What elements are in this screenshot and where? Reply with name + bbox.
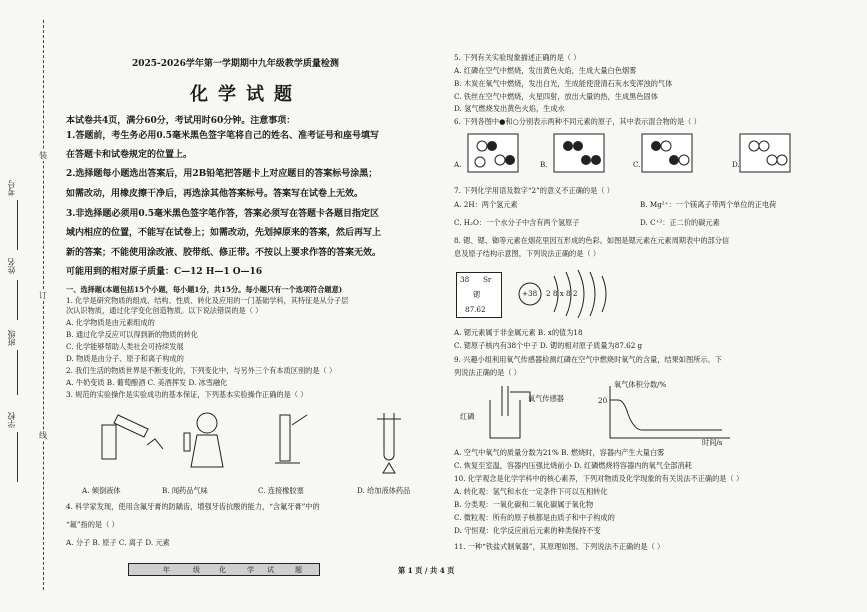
question-line: 5. 下列有关实验现象描述正确的是（ ） [454, 53, 581, 62]
binding-dashed-line [43, 20, 44, 590]
notice-line: 在答题卡和试卷规定的位置上。 [66, 150, 193, 160]
option-line: D. C⁺²：正二价的碳元素 [640, 218, 720, 227]
question-line: 1. 化学是研究物质的组成、结构、性质、转化及应用的一门基础学科，其特征是从分子层 [66, 296, 349, 305]
axis-tick: 20 [598, 396, 608, 405]
notice-intro: 本试卷共4页，满分60分，考试用时60分钟。注意事项： [66, 116, 296, 126]
fill-line [17, 432, 18, 482]
option-line: A. 分子 B. 原子 C. 离子 D. 元素 [66, 538, 170, 547]
question-line: “氟”指的是（ ） [66, 520, 119, 529]
fill-line [17, 280, 18, 320]
band-text: 试 [267, 566, 274, 574]
axis-label: 时间/s [702, 438, 723, 447]
lab-operations-figure [92, 405, 432, 477]
option-line: C. 微粒观：所有的原子核都是由质子和中子构成的 [454, 513, 615, 522]
notice-line: 域内相应的位置，不能写在试卷上；如需改动，先划掉原来的答案，然后再写上 [66, 228, 382, 238]
section-heading: 一、选择题(本题包括15个小题，每小题1分，共15分。每小题只有一个选项符合题意) [66, 285, 343, 294]
option-label: A. [454, 160, 462, 169]
question-line: 7. 下列化学用语及数字“2”的意义不正确的是（ ） [454, 186, 614, 195]
figure-label: 氧气传感器 [528, 394, 564, 403]
binding-field-school: 学校 [7, 412, 16, 428]
option-line: C. 铁丝在空气中燃烧，火星四射，放出大量的热，生成黑色固体 [454, 92, 658, 101]
particle-diagrams [464, 132, 844, 174]
notice-line: 可能用到的相对原子质量：C—12 H—1 O—16 [66, 267, 263, 277]
option-line: A. 牛奶变质 B. 葡萄酿酒 C. 美酒挥发 D. 冰雪融化 [66, 378, 228, 387]
option-line: A. 2H：两个氢元素 [454, 200, 518, 209]
figure-caption: C. 连接橡胶塞 [258, 486, 304, 495]
band-text: 年 [163, 566, 170, 574]
binding-mark: 装 [39, 151, 47, 160]
question-line: 3. 规范的实验操作是实验成功的基本保证，下列基本实验操作正确的是（ ） [66, 390, 308, 399]
axis-label: 氧气体积分数/% [614, 380, 667, 389]
notice-line: 如需改动，用橡皮擦干净后，再选涂其他答案标号。答案写在试卷上无效。 [66, 189, 364, 199]
question-line: 9. 兴趣小组利用氧气传感器检测红磷在空气中燃烧时氧气的含量，结果如图所示。下 [454, 355, 722, 364]
band-text: 学 [247, 566, 254, 574]
question-line: 列说法正确的是（ ） [454, 368, 521, 377]
figure-caption: A. 倾倒液体 [82, 486, 121, 495]
fill-line [17, 200, 18, 250]
figure-label: 红磷 [460, 412, 475, 421]
question-line: 6. 下列各图中●和○分别表示两种不同元素的原子，其中表示混合物的是（ ） [454, 117, 701, 126]
binding-mark: 线 [39, 431, 47, 440]
element-name: 锶 [473, 290, 481, 299]
option-line: C. 恢复至室温，容器内压强比烧前小 D. 红磷燃烧将容器内的氧气全部消耗 [454, 461, 692, 470]
question-line: 次认识物质，通过化学变化创造物质。以下说法错误的是（ ） [66, 306, 263, 315]
notice-line: 2.选择题每小题选出答案后，用2B铅笔把答题卡上对应题目的答案标号涂黑； [66, 169, 378, 179]
binding-mark: 订 [39, 291, 47, 300]
option-line: B. 分类观：一氧化碳和二氧化碳属于氧化物 [454, 500, 594, 509]
binding-field-name: 姓名 [7, 258, 16, 274]
option-line: A. 锶元素属于非金属元素 B. x的值为18 [454, 328, 583, 337]
option-line: C. 化学能够帮助人类社会可持续发展 [66, 342, 184, 351]
option-line: A. 转化观：氢气和水在一定条件下可以互相转化 [454, 487, 608, 496]
option-line: D. 物质是由分子、原子和离子构成的 [66, 354, 184, 363]
option-line: C. 锶原子核内有38个中子 D. 锶的相对原子质量为87.62 g [454, 341, 643, 350]
option-label: C. [633, 160, 641, 169]
exam-title: 2025-2026学年第一学期期中九年级教学质量检测 [132, 59, 339, 69]
option-line: B. 木炭在氧气中燃烧，发出白光，生成能使澄清石灰水变浑浊的气体 [454, 79, 673, 88]
option-line: B. Mg²⁺：一个镁离子带两个单位的正电荷 [640, 200, 777, 209]
binding-field-exam-number: 考号 [7, 180, 16, 196]
electron-shells: 2 8 x 8 2 [546, 289, 578, 298]
element-card [456, 272, 502, 318]
element-symbol: Sr [483, 275, 492, 284]
nucleus-charge: +38 [522, 289, 538, 298]
oxygen-sensor-figure [460, 380, 820, 446]
notice-line: 3.非选择题必须用0.5毫米黑色签字笔作答，答案必须写在答题卡各题目指定区 [66, 209, 380, 219]
binding-margin [0, 0, 60, 612]
option-line: B. 通过化学反应可以得到新的物质的转化 [66, 330, 199, 339]
fill-line [17, 350, 18, 395]
question-line: 2. 我们生活的物质世界是不断变化的，下列变化中，与另外三个有本质区别的是（ ） [66, 366, 337, 375]
option-label: B. [540, 160, 548, 169]
atomic-number: 38 [460, 275, 470, 284]
question-line: 11. 一种“铁盐式制氧器”，其原理如图。下列说法不正确的是（ ） [454, 542, 665, 551]
option-line: A. 空气中氧气的质量分数为21% B. 燃烧时，容器内产生大量白雾 [454, 448, 665, 457]
page-number: 第 1 页 / 共 4 页 [398, 566, 455, 575]
option-label: D. [732, 160, 740, 169]
band-text: 级 [193, 566, 200, 574]
notice-line: 1.答题前，考生务必用0.5毫米黑色签字笔将自己的姓名、准考证号和座号填写 [66, 131, 380, 141]
binding-field-class: 班级 [7, 330, 16, 346]
option-line: A. 红磷在空气中燃烧，发出黄色火焰，生成大量白色烟雾 [454, 66, 637, 75]
atomic-mass: 87.62 [465, 305, 486, 314]
band-text: 题 [295, 566, 302, 574]
option-line: A. 化学物质是由元素组成的 [66, 318, 155, 327]
question-line: 4. 科学家发现，使用含氟牙膏的防龋齿，增强牙齿抗酸的能力，“含氟牙膏”中的 [66, 502, 320, 511]
figure-caption: B. 闻药品气味 [162, 486, 208, 495]
option-line: C. H₂O：一个水分子中含有两个氢原子 [454, 218, 580, 227]
question-line: 息及原子结构示意图，下列说法正确的是（ ） [454, 249, 601, 258]
figure-caption: D. 给加液体药品 [357, 486, 411, 495]
question-line: 8. 锶、锶、铷等元素在烟花里因互形成的色彩。如图是锶元素在元素周期表中的部分信 [454, 236, 730, 245]
subject-title: 化学试题 [190, 84, 302, 105]
option-line: D. 守恒观：化学反应前后元素的种类保持不变 [454, 526, 601, 535]
notice-line: 新的答案；不能使用涂改液、胶带纸、修正带。不按以上要求作答的答案无效。 [66, 248, 382, 258]
footer-band [128, 563, 320, 576]
band-text: 化 [219, 566, 226, 574]
option-line: D. 氢气燃烧发出黄色火焰，生成水 [454, 104, 565, 113]
question-line: 10. 化学观念是化学学科中的核心素养，下列对物质及化学现象的有关说法不正确的是（ ） [454, 474, 744, 483]
